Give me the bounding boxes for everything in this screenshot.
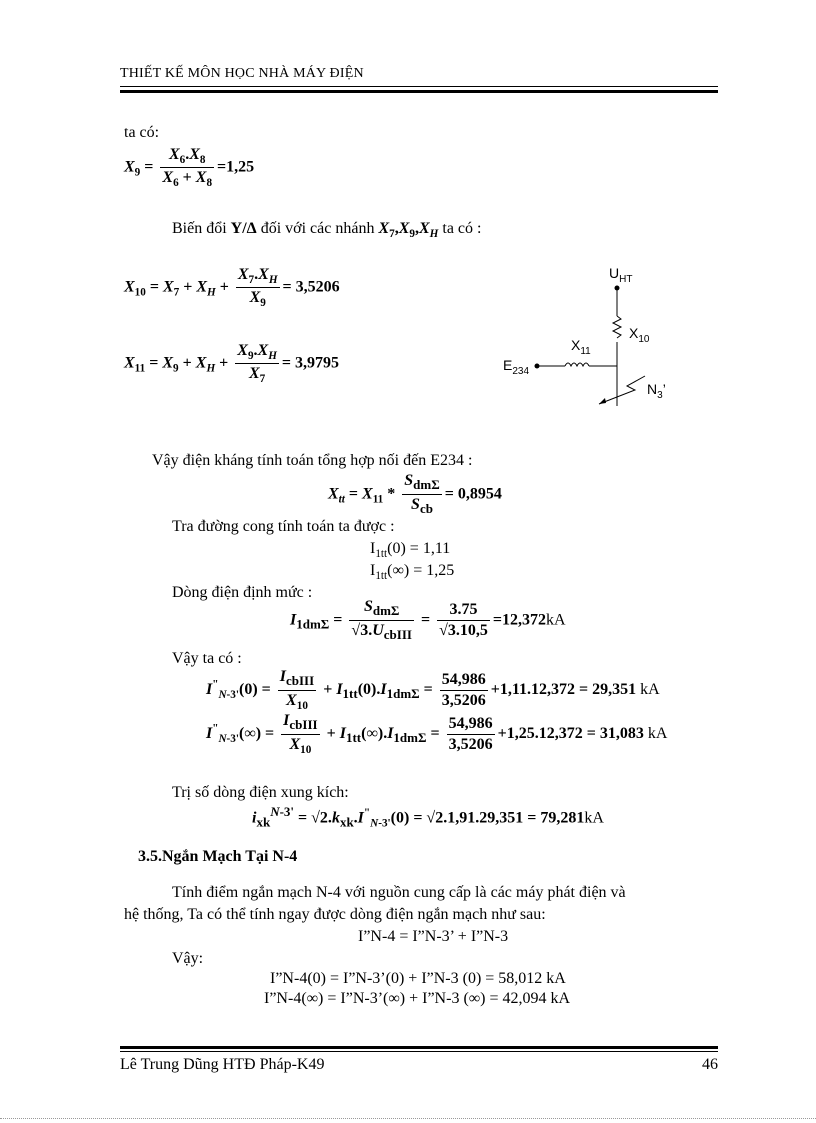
text-bien-doi-rest: đối với các nhánh — [260, 220, 375, 237]
footer-author: Lê Trung Dũng HTĐ Pháp-K49 — [120, 1056, 325, 1073]
paragraph-line-1: Tính điểm ngắn mạch N-4 với nguồn cung cấp là các máy phát điện và — [172, 884, 626, 901]
equation-idm-result: =12,372 — [492, 611, 546, 629]
text-vay: Vậy: — [172, 950, 204, 967]
paragraph-line-2: hệ thống, Ta có thể tính ngay được dòng điện ngắn mạch như sau: — [124, 906, 546, 923]
text-vay-ta-co: Vậy ta có : — [172, 650, 242, 667]
equation-in4-0: I”N-4(0) = I”N-3’(0) + I”N-3 (0) = 58,012 kA — [270, 970, 566, 987]
equation-ixk-result: = √2.1,91.29,351 = 79,281 — [413, 809, 585, 827]
equation-in3-inf-result: +1,25.12,372 = 31,083 — [497, 724, 644, 742]
equation-xtt: $X_{tt} = X_{11}$ * $\frac{S_{dm\Sigma}}{S_{cb}}$ = 0,8954 — [328, 472, 502, 517]
text-tri-so: Trị số dòng điện xung kích: — [172, 784, 349, 801]
text-ta-co-2: ta có : — [442, 220, 482, 237]
equation-x9-result: =1,25 — [217, 158, 255, 176]
footer-rule-thin — [120, 1051, 718, 1052]
diagram-x10-label: $X_{10}$ — [629, 325, 650, 345]
diagram-fault-arrow — [599, 376, 645, 404]
equation-in3-0: $I^"_{N-3'}(0)$ = $\frac{I_{cbIII}}{X_{10}}$ + $I_{1tt}(0).I_{1dm\Sigma}$ = $\frac{54,986}{3,5206}$ +1,11.12,372 = 29,351 kA — [206, 668, 660, 713]
circuit-diagram — [495, 258, 695, 410]
text-i1tt-0: $I_{1tt}(0) = 1,11$ — [370, 540, 451, 561]
footer-rule-thick — [120, 1046, 718, 1049]
header-title: THIẾT KẾ MÔN HỌC NHÀ MÁY ĐIỆN — [120, 66, 364, 81]
equation-in3-inf: $I^"_{N-3'}(\infty)$ = $\frac{I_{cbIII}}{X_{10}}$ + $I_{1tt}(\infty).I_{1dm\Sigma}$ = $\frac{54,986}{3,5206}$ +1,25.12,372 = 31,083 kA — [206, 712, 668, 757]
equation-in4-inf: I”N-4(∞) = I”N-3’(∞) + I”N-3 (∞) = 42,094 kA — [264, 990, 571, 1007]
diagram-n-label: $N_3$’ — [647, 381, 666, 401]
equation-x10: $X_{10} = X_7 + X_H$ + $\frac{X_7.X_H}{X_9}$ = 3,5206 — [124, 266, 340, 310]
section-title: 3.5.Ngắn Mạch Tại N-4 — [138, 848, 298, 865]
equation-x9: $X_9$ = $\frac{X_6.X_8}{X_6 + X_8}$ =1,25 — [124, 146, 255, 190]
equation-x10-result: = 3,5206 — [282, 278, 340, 296]
equation-xtt-result: = 0,8954 — [444, 485, 502, 503]
diagram-x11-label: $X_{11}$ — [571, 337, 591, 357]
text-bien-doi: Biến đổi Y/Δ đối với các nhánh $X_7,X_9,X_H$ ta có : — [172, 220, 482, 241]
text-vay-dien-khang: Vậy điện kháng tính toán tổng hợp nối đến E234 : — [152, 452, 473, 469]
diagram-u-label: $U_{HT}$ — [609, 265, 633, 285]
footer-page-number: 46 — [702, 1056, 718, 1073]
diagram-inductor-x11 — [565, 363, 589, 366]
text-i1tt-inf: $I_{1tt}(\infty) = 1,25$ — [370, 562, 455, 583]
equation-x11-result: = 3,9795 — [281, 354, 340, 372]
equation-in4: I”N-4 = I”N-3’ + I”N-3 — [358, 928, 509, 945]
diagram-resistor-x10 — [613, 316, 621, 338]
text-i1tt-0-value: (0) = 1,11 — [387, 540, 451, 557]
equation-x11: $X_{11} = X_9 + X_H$ + $\frac{X_9.X_H}{X_7}$ = 3,9795 — [124, 342, 340, 386]
equation-in3-0-result: +1,11.12,372 = 29,351 — [490, 680, 637, 698]
page-bottom-border — [0, 1118, 816, 1119]
equation-idm: $I_{1dm\Sigma}$ = $\frac{S_{dm\Sigma}}{√3.U_{cbIII}}$ = $\frac{3.75}{√3.10,5}$ =12,372kA — [290, 598, 566, 643]
diagram-e-label: $E_{234}$ — [503, 357, 530, 377]
equation-idm-den: √3.10,5 — [439, 622, 488, 640]
equation-idm-num: 3.75 — [437, 601, 490, 621]
text-i1tt-inf-value: (∞) = 1,25 — [387, 562, 455, 579]
equation-in3-0-den: 3,5206 — [441, 691, 486, 709]
text-ta-co: ta có: — [124, 124, 160, 141]
text-dong-dien-dinh-muc: Dòng điện định mức : — [172, 584, 313, 601]
equation-ixk: $i_{xk}^{N-3'} = √2.k_{xk}.I^"_{N-3'}(0) = √2.1,91.29,351 = 79,281kA$ — [252, 804, 604, 830]
text-tra-duong: Tra đường cong tính toán ta được : — [172, 518, 395, 535]
header-rule-thick — [120, 90, 718, 93]
diagram-fault-arrowhead — [599, 398, 606, 404]
text-bien-doi-prefix: Biến đổi — [172, 220, 227, 237]
header-rule-thin — [120, 86, 718, 87]
unit-ka: kA — [545, 611, 566, 629]
equation-in3-0-num: 54,986 — [440, 671, 488, 691]
text-bien-doi-symbol: Y/Δ — [230, 220, 257, 237]
